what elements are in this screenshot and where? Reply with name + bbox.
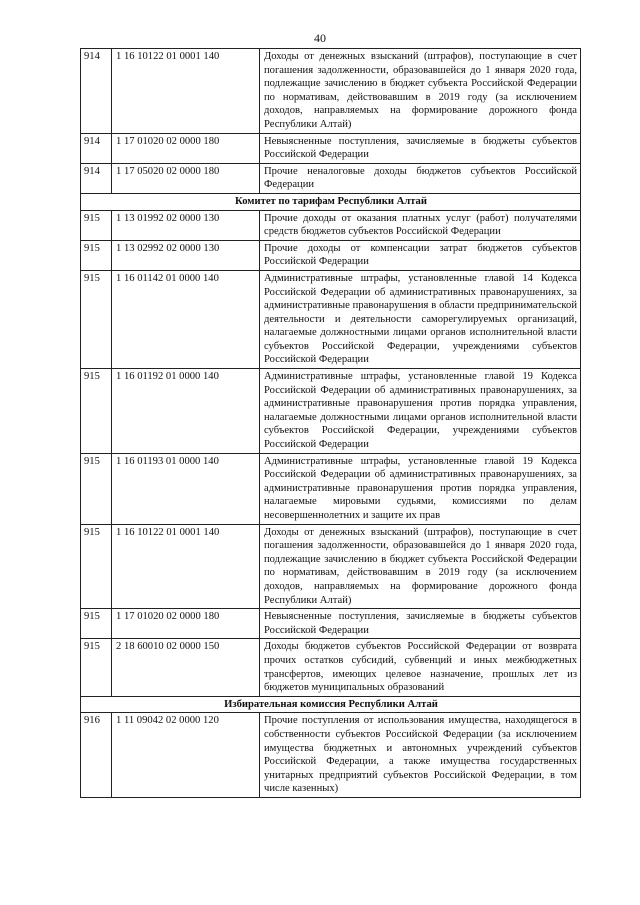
section-title-tariffs: Комитет по тарифам Республики Алтай xyxy=(81,193,581,210)
revenue-name-cell: Невыясненные поступления, зачисляемые в бюджеты субъектов Российской Федерации xyxy=(260,609,581,639)
revenue-name-cell: Прочие доходы от оказания платных услуг (работ) получателями средств бюджетов субъектов Российской Федерации xyxy=(260,210,581,240)
admin-code-cell: 915 xyxy=(81,524,112,609)
kbk-code-cell: 1 11 09042 02 0000 120 xyxy=(112,713,260,798)
kbk-code-cell: 1 16 01192 01 0000 140 xyxy=(112,369,260,454)
admin-code-cell: 915 xyxy=(81,609,112,639)
table-row xyxy=(81,524,581,609)
revenue-name-cell: Доходы бюджетов субъектов Российской Федерации от возврата прочих остатков субсидий, субвенций и иных межбюджетных трансфертов, имеющих целевое назначение, прошлых лет из бюджетов муниципальных образований xyxy=(260,639,581,696)
section-title-election: Избирательная комиссия Республики Алтай xyxy=(81,696,581,713)
admin-code-cell: 915 xyxy=(81,270,112,368)
table-row xyxy=(81,240,581,270)
admin-code-cell: 915 xyxy=(81,639,112,696)
table-row xyxy=(81,163,581,193)
revenue-name-cell: Административные штрафы, установленные главой 19 Кодекса Российской Федерации об административных правонарушениях, за административные правонарушения против порядка управления, налагаемые мировыми судьями, комиссиями по делам несовершеннолетних и защите их прав xyxy=(260,453,581,524)
admin-code-cell: 915 xyxy=(81,369,112,454)
table-row xyxy=(81,210,581,240)
admin-code-cell: 915 xyxy=(81,453,112,524)
revenue-name-cell: Прочие поступления от использования имущества, находящегося в собственности субъектов Российской Федерации (за исключением имущества бюджетных и автономных учреждений субъектов Российской Федерации, а также имущества государственных унитарных предприятий субъектов Российской Федерации, в том числе казенных) xyxy=(260,713,581,798)
kbk-code-cell: 1 16 01142 01 0000 140 xyxy=(112,270,260,368)
table-row xyxy=(81,369,581,454)
admin-code-cell: 915 xyxy=(81,210,112,240)
revenue-name-cell: Прочие доходы от компенсации затрат бюджетов субъектов Российской Федерации xyxy=(260,240,581,270)
section-header-row xyxy=(81,696,581,713)
admin-code-cell: 915 xyxy=(81,240,112,270)
kbk-code-cell: 1 16 10122 01 0001 140 xyxy=(112,49,260,134)
admin-code-cell: 914 xyxy=(81,133,112,163)
page-number: 40 xyxy=(314,31,326,45)
revenue-name-cell: Невыясненные поступления, зачисляемые в бюджеты субъектов Российской Федерации xyxy=(260,133,581,163)
admin-code-cell: 914 xyxy=(81,49,112,134)
table-row xyxy=(81,133,581,163)
revenue-name-cell: Административные штрафы, установленные главой 14 Кодекса Российской Федерации об административных правонарушениях, за административные правонарушения в области предпринимательской деятельности и деятельности саморегулируемых организаций, налагаемые должностными лицами органов исполнительной власти субъектов Российской Федерации, учреждениями субъектов Российской Федерации xyxy=(260,270,581,368)
kbk-code-cell: 1 17 01020 02 0000 180 xyxy=(112,133,260,163)
kbk-code-cell: 2 18 60010 02 0000 150 xyxy=(112,639,260,696)
kbk-code-cell: 1 16 01193 01 0000 140 xyxy=(112,453,260,524)
section-header-row xyxy=(81,193,581,210)
table-row xyxy=(81,453,581,524)
revenue-name-cell: Прочие неналоговые доходы бюджетов субъектов Российской Федерации xyxy=(260,163,581,193)
kbk-code-cell: 1 17 05020 02 0000 180 xyxy=(112,163,260,193)
admin-code-cell: 916 xyxy=(81,713,112,798)
revenue-name-cell: Административные штрафы, установленные главой 19 Кодекса Российской Федерации об административных правонарушениях, за административные правонарушения против порядка управления, налагаемые должностными лицами органов исполнительной власти субъектов Российской Федерации, учреждениями субъектов Российской Федерации xyxy=(260,369,581,454)
table-row xyxy=(81,639,581,696)
revenue-name-cell: Доходы от денежных взысканий (штрафов), поступающие в счет погашения задолженности, образовавшейся до 1 января 2020 года, подлежащие зачислению в бюджет субъекта Российской Федерации по нормативам, действовавшим в 2019 году (за исключением доходов, направляемых на формирование дорожного фонда Республики Алтай) xyxy=(260,49,581,134)
table-row xyxy=(81,49,581,134)
kbk-code-cell: 1 16 10122 01 0001 140 xyxy=(112,524,260,609)
admin-code-cell: 914 xyxy=(81,163,112,193)
revenue-classification-table xyxy=(80,48,581,798)
kbk-code-cell: 1 13 02992 02 0000 130 xyxy=(112,240,260,270)
table-row xyxy=(81,609,581,639)
kbk-code-cell: 1 17 01020 02 0000 180 xyxy=(112,609,260,639)
kbk-code-cell: 1 13 01992 02 0000 130 xyxy=(112,210,260,240)
revenue-name-cell: Доходы от денежных взысканий (штрафов), поступающие в счет погашения задолженности, образовавшейся до 1 января 2020 года, подлежащие зачислению в бюджет субъекта Российской Федерации по нормативам, действовавшим в 2019 году (за исключением доходов, направляемых на формирование дорожного фонда Республики Алтай) xyxy=(260,524,581,609)
table-row xyxy=(81,270,581,368)
table-row xyxy=(81,713,581,798)
